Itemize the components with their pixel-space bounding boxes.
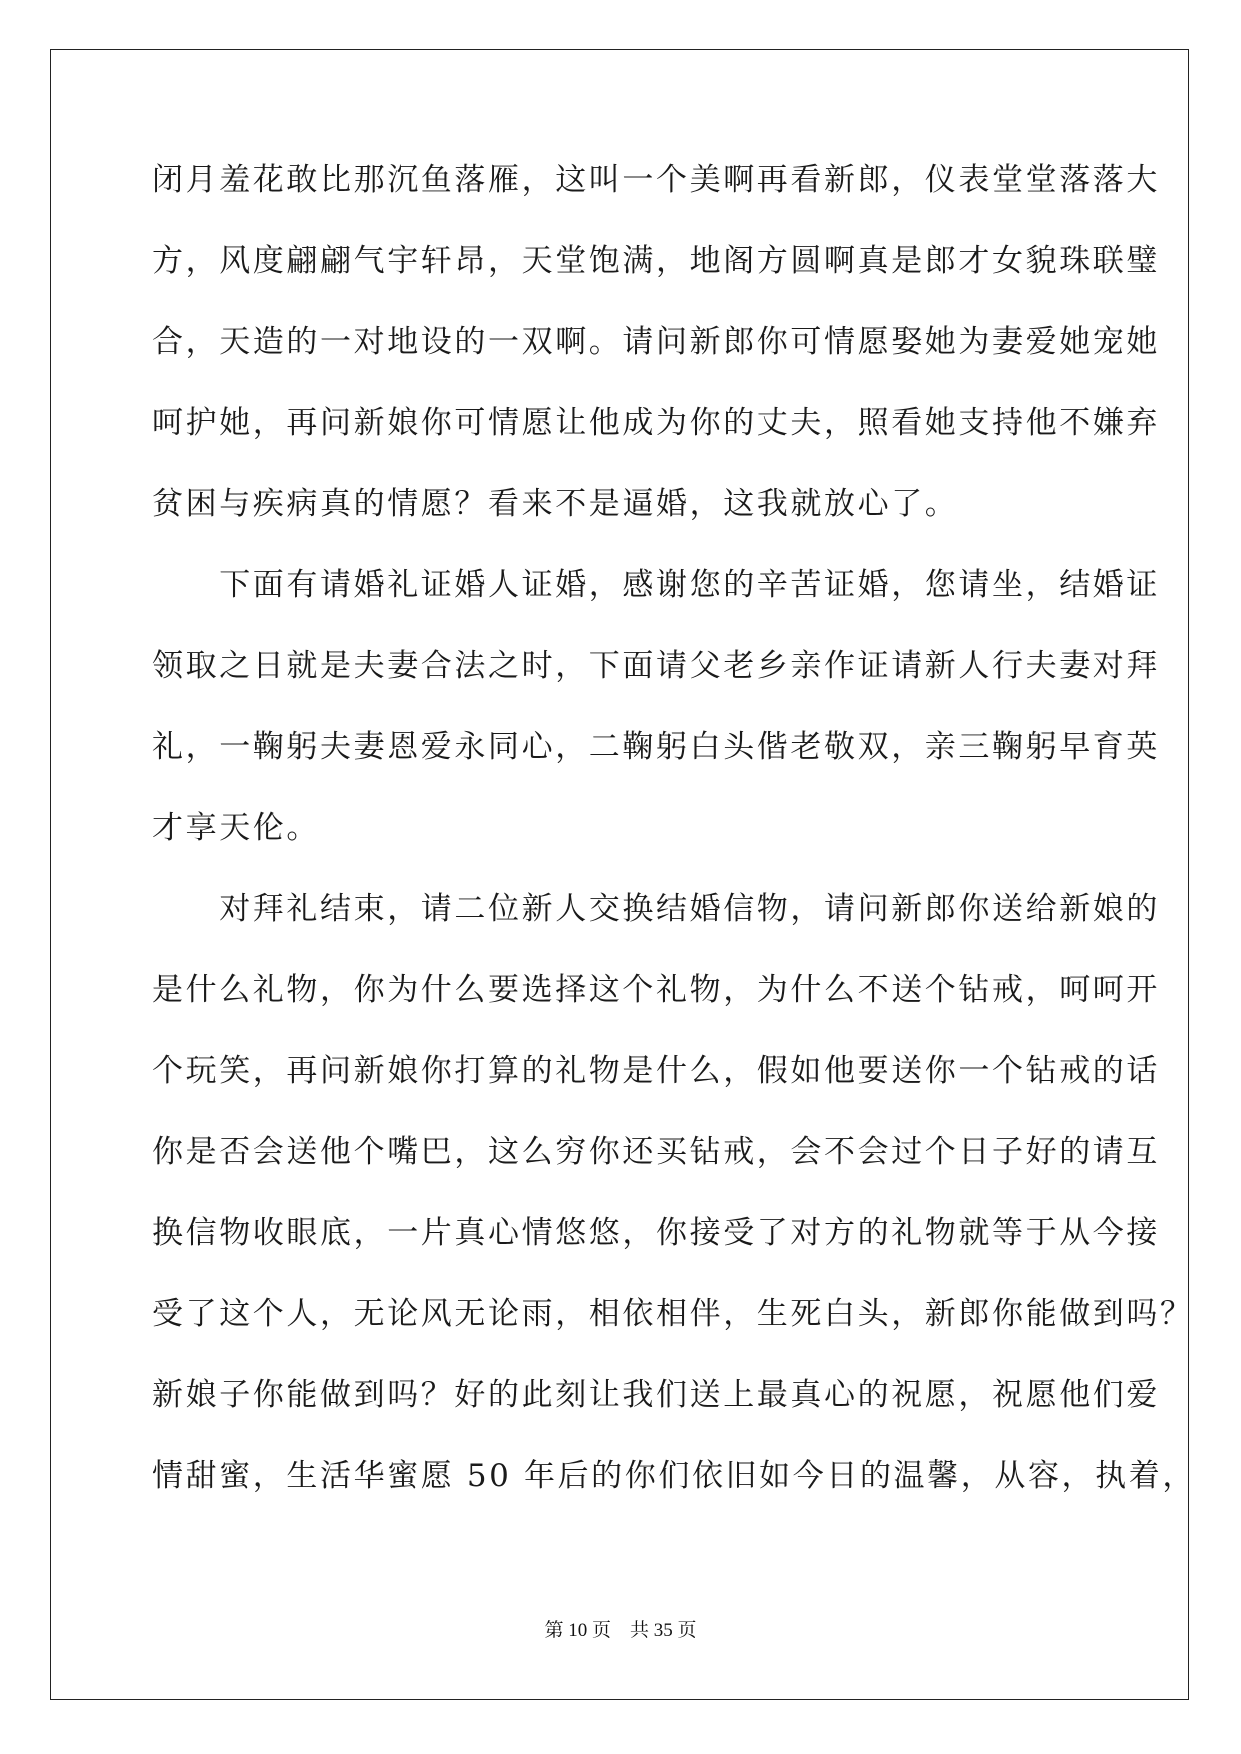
- text-line: 贫困与疾病真的情愿？看来不是逼婚，这我就放心了。: [152, 486, 959, 522]
- text-line: 下面有请婚礼证婚人证婚，感谢您的辛苦证婚，您请坐，结婚证: [152, 567, 1160, 603]
- text-line: 是什么礼物，你为什么要选择这个礼物，为什么不送个钻戒，呵呵开: [152, 972, 1160, 1008]
- text-line: 情甜蜜，生活华蜜愿 50 年后的你们依旧如今日的温馨，从容，执着，: [152, 1458, 1196, 1494]
- text-line: 个玩笑，再问新娘你打算的礼物是什么，假如他要送你一个钻戒的话: [152, 1053, 1160, 1089]
- text-line: 换信物收眼底，一片真心情悠悠，你接受了对方的礼物就等于从今接: [152, 1215, 1160, 1251]
- text-line: 才享天伦。: [152, 810, 320, 846]
- text-line: 礼，一鞠躬夫妻恩爱永同心，二鞠躬白头偕老敬双，亲三鞠躬早育英: [152, 729, 1160, 765]
- page-footer: 第 10 页 共 35 页: [544, 1620, 697, 1641]
- text-line: 对拜礼结束，请二位新人交换结婚信物，请问新郎你送给新娘的: [152, 891, 1160, 927]
- text-line: 新娘子你能做到吗？好的此刻让我们送上最真心的祝愿，祝愿他们爱: [152, 1377, 1160, 1413]
- text-line: 你是否会送他个嘴巴，这么穷你还买钻戒，会不会过个日子好的请互: [152, 1134, 1160, 1170]
- text-line: 受了这个人，无论风无论雨，相依相伴，生死白头，新郎你能做到吗？: [152, 1296, 1194, 1332]
- text-line: 合，天造的一对地设的一双啊。请问新郎你可情愿娶她为妻爱她宠她: [152, 324, 1160, 360]
- text-line: 闭月羞花敢比那沉鱼落雁，这叫一个美啊再看新郎，仪表堂堂落落大: [152, 162, 1160, 198]
- document-body: [152, 160, 1196, 1537]
- text-line: 方，风度翩翩气宇轩昂，天堂饱满，地阁方圆啊真是郎才女貌珠联璧: [152, 243, 1160, 279]
- text-line: 领取之日就是夫妻合法之时，下面请父老乡亲作证请新人行夫妻对拜: [152, 648, 1160, 684]
- text-line: 呵护她，再问新娘你可情愿让他成为你的丈夫，照看她支持他不嫌弃: [152, 405, 1160, 441]
